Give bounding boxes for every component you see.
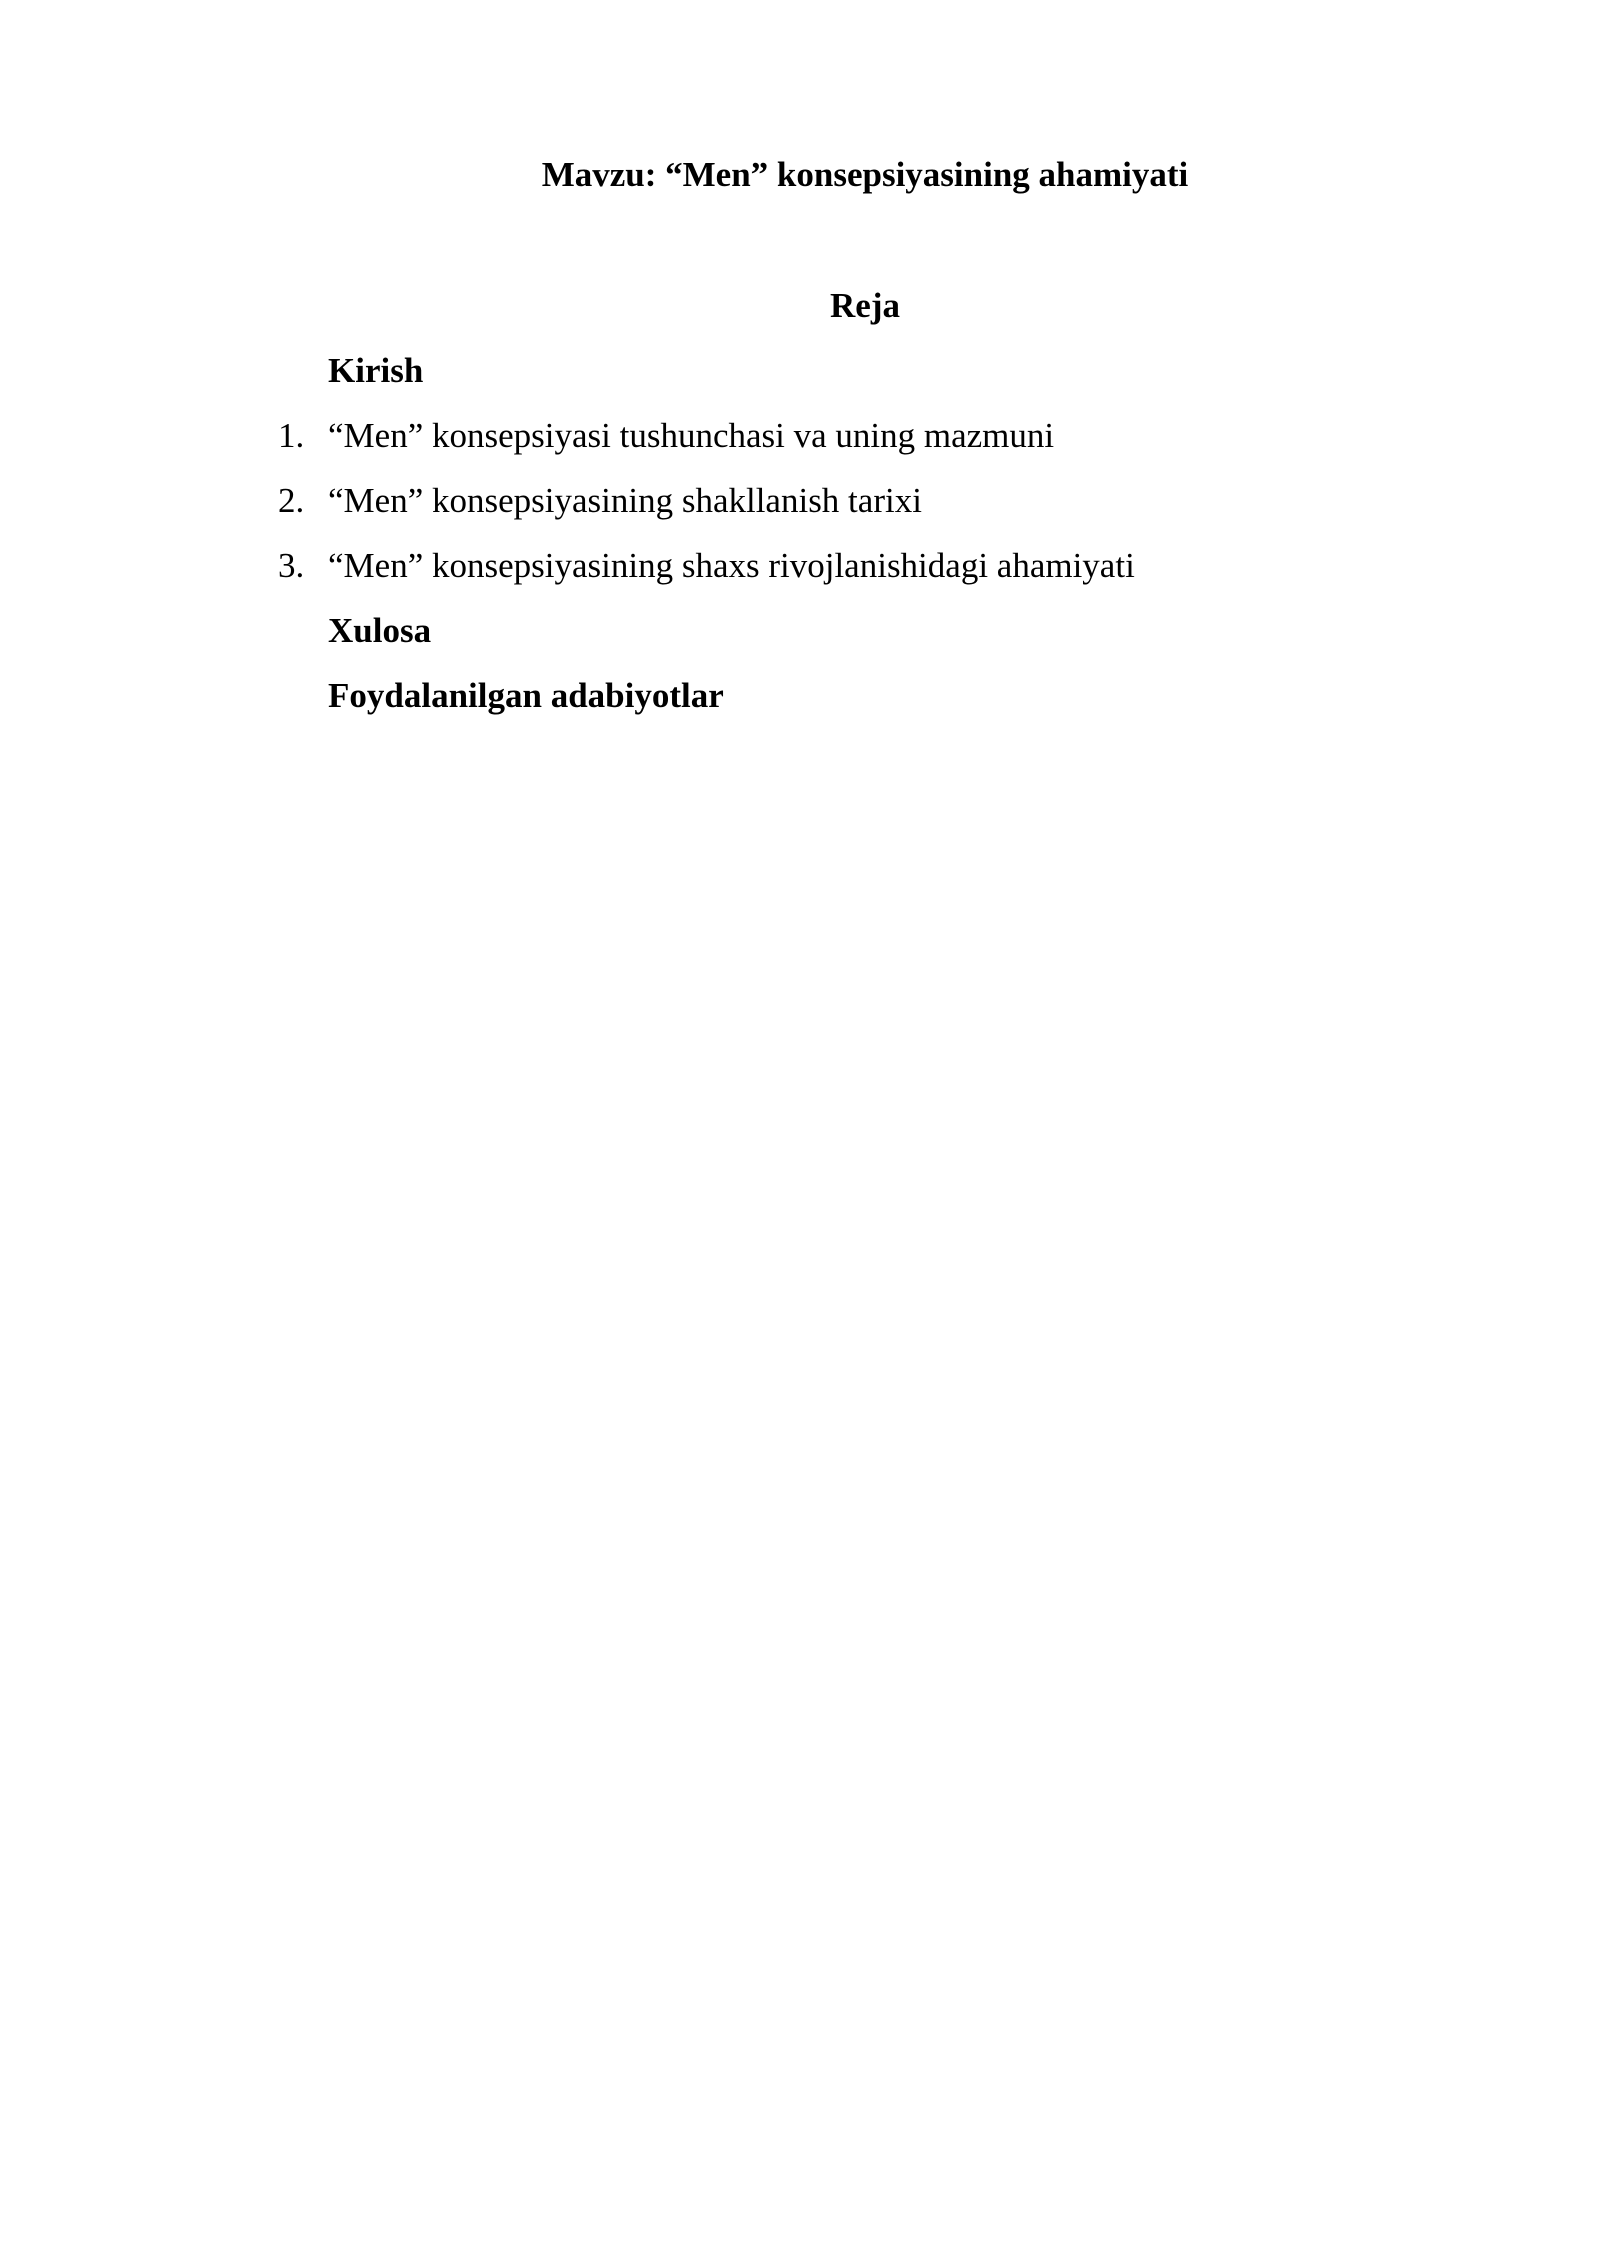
plan-heading: Reja bbox=[830, 286, 900, 325]
intro-heading: Kirish bbox=[328, 351, 424, 390]
list-item-text: “Men” konsepsiyasining shakllanish tarixi bbox=[328, 481, 922, 520]
list-item-text: “Men” konsepsiyasining shaxs rivojlanishidagi ahamiyati bbox=[328, 546, 1135, 585]
document-title: Mavzu: “Men” konsepsiyasining ahamiyati bbox=[541, 155, 1189, 194]
references-heading: Foydalanilgan adabiyotlar bbox=[328, 676, 724, 715]
list-item-number: 2. bbox=[278, 481, 305, 520]
list-item-number: 1. bbox=[278, 416, 305, 455]
list-item-number: 3. bbox=[278, 546, 305, 585]
conclusion-heading: Xulosa bbox=[328, 611, 432, 650]
list-item-text: “Men” konsepsiyasi tushunchasi va uning mazmuni bbox=[328, 416, 1055, 455]
